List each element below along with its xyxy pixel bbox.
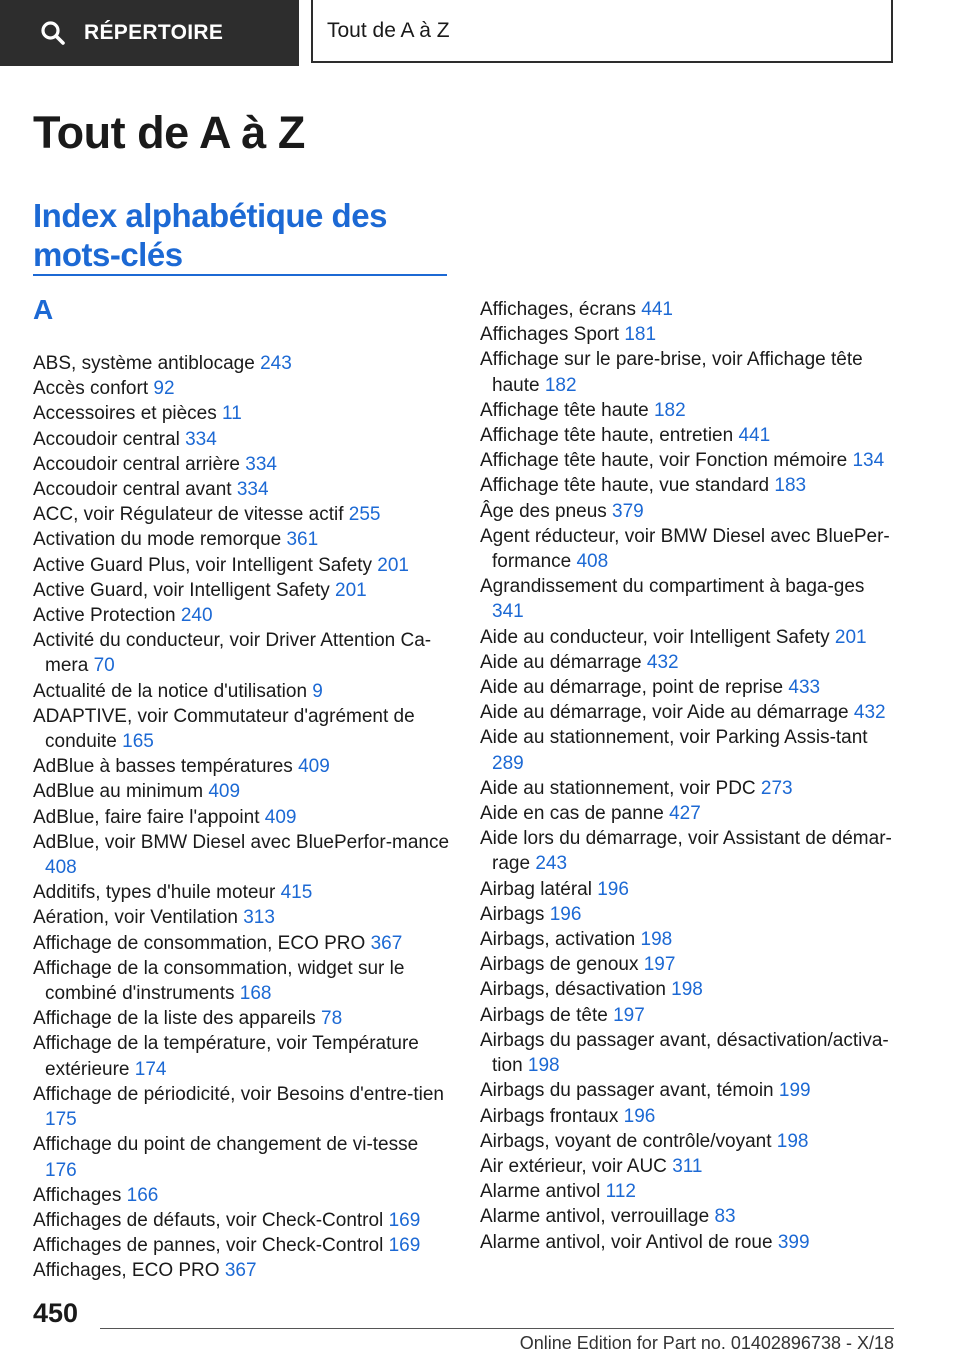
index-entry-text: Actualité de la notice d'utilisation [33, 680, 308, 702]
index-page-link[interactable]: 182 [544, 374, 577, 396]
index-page-link[interactable]: 311 [672, 1155, 703, 1177]
index-page-link[interactable]: 183 [774, 475, 807, 497]
section-tab-label: Tout de A à Z [327, 18, 450, 42]
index-entry [33, 578, 453, 603]
index-entry-text: Alarme antivol [480, 1181, 601, 1203]
index-entry [33, 880, 453, 905]
index-entry-text: Active Protection [33, 605, 176, 627]
index-entry-text: AdBlue au minimum [33, 781, 204, 803]
index-entry-text: Airbags [480, 903, 545, 925]
index-entry [33, 704, 453, 754]
index-entry [480, 826, 900, 876]
index-page-link[interactable]: 399 [777, 1231, 810, 1253]
index-entry [33, 956, 453, 1006]
index-entry [33, 527, 453, 552]
index-page-link[interactable]: 198 [776, 1130, 809, 1152]
index-entry-text: Aide au stationnement, voir Parking Assis-tant [480, 727, 868, 749]
index-entry [480, 877, 900, 902]
index-entry-text: ACC, voir Régulateur de vitesse actif [33, 504, 344, 526]
index-page-link[interactable]: 334 [185, 428, 217, 450]
index-entry-text: ADAPTIVE, voir Commutateur d'agrément de conduite [33, 705, 415, 753]
index-entry [33, 553, 453, 578]
index-page-link[interactable]: 379 [612, 500, 644, 522]
index-entry-text: ABS, système antiblocage [33, 353, 255, 374]
index-entry [33, 830, 453, 880]
index-entry [480, 1154, 900, 1179]
index-page-link[interactable]: 255 [348, 504, 381, 526]
index-entry [480, 977, 900, 1002]
index-page-link[interactable]: 198 [671, 979, 703, 1001]
page-title: Tout de A à Z [33, 107, 305, 158]
index-entry-text: Affichage de la liste des appareils [33, 1008, 316, 1030]
index-entry-text: Affichage de périodicité, voir Besoins d'entre-tien [33, 1083, 444, 1105]
directory-button[interactable] [0, 0, 299, 66]
index-entry [480, 700, 900, 725]
index-entry [33, 805, 453, 830]
index-page-link[interactable]: 112 [605, 1181, 636, 1203]
index-entry-text: Airbags du passager avant, témoin [480, 1080, 774, 1102]
index-entry-text: Affichage sur le pare-brise, voir Affichage tête haute [480, 349, 863, 396]
index-entry-text: Affichage de la température, voir Température extérieure [33, 1033, 419, 1080]
index-entry [480, 625, 900, 650]
index-entry [480, 1179, 900, 1204]
section-letter: A [33, 294, 54, 325]
index-entry [33, 1208, 453, 1233]
index-entry [480, 725, 900, 775]
index-entry [480, 322, 900, 347]
index-entry [480, 1230, 900, 1255]
index-entry-text: Activité du conducteur, voir Driver Attention Ca-mera [33, 630, 432, 677]
index-page-link[interactable]: 166 [126, 1184, 159, 1206]
index-column-left [33, 351, 453, 1284]
index-page-link[interactable]: 199 [778, 1080, 811, 1102]
index-entry [480, 650, 900, 675]
index-entry [33, 628, 453, 678]
index-entry-text: Accessoires et pièces [33, 403, 217, 425]
index-entry [33, 754, 453, 779]
index-page-link[interactable]: 273 [760, 777, 793, 799]
index-page-link[interactable]: 70 [93, 655, 115, 677]
index-entry-text: Affichage de consommation, ECO PRO [33, 932, 366, 954]
index-page-link[interactable]: 201 [377, 554, 409, 576]
index-entry [480, 952, 900, 977]
index-page-link[interactable]: 432 [853, 702, 886, 724]
index-entry [33, 1183, 453, 1208]
index-entry [480, 574, 900, 624]
index-entry [33, 679, 453, 704]
footer-text: Online Edition for Part no. 01402896738 - X/18 [519, 1333, 894, 1353]
index-entry-text: Additifs, types d'huile moteur [33, 882, 276, 904]
index-page-link[interactable]: 196 [549, 903, 582, 925]
index-entry [480, 1003, 900, 1028]
index-entry-text: Aide au démarrage, voir Aide au démarrage [480, 702, 849, 724]
index-entry [480, 473, 900, 498]
index-entry-text: AdBlue à basses températures [33, 756, 293, 778]
index-entry-text: Accoudoir central avant [33, 479, 232, 501]
index-column-right [480, 297, 900, 1255]
index-entry [33, 477, 453, 502]
index-page-link[interactable]: 409 [264, 806, 297, 828]
index-entry [480, 499, 900, 524]
index-entry [33, 1031, 453, 1081]
index-entry-text: Agrandissement du compartiment à baga-ges [480, 576, 865, 598]
index-page-link[interactable]: 198 [640, 929, 673, 951]
index-page-link[interactable]: 201 [834, 626, 867, 648]
index-page-link[interactable]: 240 [180, 605, 213, 627]
index-entry-text: Aide au démarrage [480, 651, 642, 673]
footer-divider [100, 1328, 894, 1329]
index-entry-text: Affichages de pannes, voir Check-Control [33, 1235, 384, 1257]
index-entry [33, 1233, 453, 1258]
index-page-link[interactable]: 196 [623, 1105, 656, 1127]
index-entry-text: Alarme antivol, voir Antivol de roue [480, 1231, 773, 1253]
page-subtitle: Index alphabétique des mots-clés [33, 197, 387, 273]
index-entry-text: AdBlue, voir BMW Diesel avec BluePerfor-mance [33, 831, 450, 853]
index-entry-text: Airbags de genoux [480, 954, 639, 976]
index-page-link[interactable]: 334 [245, 453, 277, 475]
index-entry-text: Aide en cas de panne [480, 803, 664, 825]
index-page-link[interactable]: 341 [492, 601, 524, 623]
index-page-link[interactable]: 409 [208, 781, 241, 803]
index-entry-text: Activation du mode remorque [33, 529, 282, 551]
heading-divider [33, 274, 447, 276]
index-entry-text: Airbags, activation [480, 929, 636, 951]
index-entry-text: Airbags, voyant de contrôle/voyant [480, 1130, 772, 1152]
index-entry-text: Airbags, désactivation [480, 979, 666, 1001]
index-entry-text: Affichage tête haute, voir Fonction mémoire [480, 450, 848, 472]
top-bar [0, 0, 960, 66]
index-entry [33, 931, 453, 956]
index-entry [480, 902, 900, 927]
index-entry-text: Affichage tête haute, entretien [480, 425, 734, 447]
index-entry-text: Active Guard Plus, voir Intelligent Safety [33, 554, 372, 576]
index-page-link[interactable]: 313 [243, 907, 275, 929]
index-entry-text: Accès confort [33, 378, 149, 400]
index-entry [480, 776, 900, 801]
index-entry-text: Affichage du point de changement de vi-tesse [33, 1134, 419, 1156]
index-entry-text: Affichage tête haute, vue standard [480, 475, 770, 497]
index-entry [33, 1006, 453, 1031]
index-entry [33, 427, 453, 452]
index-page-link[interactable]: 198 [527, 1055, 560, 1077]
index-page-link[interactable]: 201 [335, 579, 367, 601]
index-entry-text: Affichages [33, 1184, 122, 1206]
index-entry [480, 1078, 900, 1103]
index-entry-text: Aide au stationnement, voir PDC [480, 777, 756, 799]
index-entry-text: Airbags de tête [480, 1004, 608, 1026]
index-page-link[interactable]: 78 [321, 1008, 343, 1030]
index-page-link[interactable]: 361 [286, 529, 319, 551]
index-entry-text: Airbags frontaux [480, 1105, 619, 1127]
index-entry-text: Affichage tête haute [480, 399, 649, 421]
index-page-link[interactable]: 9 [312, 680, 323, 702]
index-page-link[interactable]: 175 [45, 1109, 77, 1131]
index-page-link[interactable]: 409 [298, 756, 330, 778]
index-page-link[interactable]: 334 [236, 479, 269, 501]
index-entry [480, 423, 900, 448]
index-entry-text: Affichages, ECO PRO [33, 1260, 220, 1282]
index-entry-text: AdBlue, faire faire l'appoint [33, 806, 260, 828]
index-entry-text: Alarme antivol, verrouillage [480, 1206, 710, 1228]
directory-label: RÉPERTOIRE [84, 21, 224, 44]
index-entry [33, 1132, 453, 1182]
index-page-link[interactable]: 168 [239, 983, 272, 1005]
index-page-link[interactable]: 197 [613, 1004, 645, 1026]
index-page-link[interactable]: 181 [624, 324, 657, 346]
index-page-link[interactable]: 169 [388, 1235, 421, 1257]
index-entry [480, 448, 900, 473]
index-entry [480, 801, 900, 826]
index-page-link[interactable]: 165 [122, 731, 154, 753]
index-page-link[interactable]: 134 [852, 450, 885, 472]
index-page-link[interactable]: 367 [224, 1260, 257, 1282]
index-entry [480, 297, 900, 322]
index-page-link[interactable]: 176 [45, 1159, 77, 1181]
index-page-link[interactable]: 367 [370, 932, 403, 954]
index-page-link[interactable]: 11 [222, 403, 242, 425]
page-number: 450 [33, 1298, 79, 1328]
index-entry-text: Active Guard, voir Intelligent Safety [33, 579, 330, 601]
index-page-link[interactable]: 441 [738, 425, 771, 447]
index-entry [480, 927, 900, 952]
index-entry [33, 452, 453, 477]
index-entry-text: Âge des pneus [480, 500, 607, 522]
index-entry [480, 347, 900, 397]
index-entry [33, 1082, 453, 1132]
index-entry [480, 1204, 900, 1229]
index-entry [480, 675, 900, 700]
index-entry-text: Airbags du passager avant, désactivation/activa-tion [480, 1029, 889, 1077]
index-page-link[interactable]: 415 [280, 882, 313, 904]
index-entry [480, 1129, 900, 1154]
index-page-link[interactable]: 427 [669, 803, 701, 825]
index-entry-text: Aide au conducteur, voir Intelligent Safety [480, 626, 830, 648]
index-entry [33, 502, 453, 527]
index-page-link[interactable]: 243 [260, 353, 292, 374]
index-page-link[interactable]: 174 [134, 1058, 167, 1080]
index-entry [33, 603, 453, 628]
section-tab[interactable] [311, 0, 893, 63]
index-entry [33, 1258, 453, 1283]
index-entry-text: Affichages, écrans [480, 299, 636, 320]
index-entry [480, 1104, 900, 1129]
index-page-link[interactable]: 408 [576, 551, 609, 573]
index-entry [480, 524, 900, 574]
index-entry [480, 1028, 900, 1078]
index-entry [33, 905, 453, 930]
index-entry-text: Affichages de défauts, voir Check-Control [33, 1209, 384, 1231]
index-page-link[interactable]: 196 [597, 878, 629, 900]
index-page-link[interactable]: 169 [388, 1209, 421, 1231]
index-page-link[interactable]: 433 [788, 677, 821, 699]
index-entry [33, 779, 453, 804]
index-entry-text: Agent réducteur, voir BMW Diesel avec BluePer-formance [480, 525, 890, 573]
index-page-link[interactable]: 92 [153, 378, 175, 400]
index-entry [33, 401, 453, 426]
index-page-link[interactable]: 289 [492, 752, 524, 774]
index-page-link[interactable]: 441 [641, 299, 673, 320]
index-entry-text: Airbag latéral [480, 878, 592, 900]
index-entry [33, 376, 453, 401]
index-entry [33, 351, 453, 376]
index-entry-text: Accoudoir central [33, 428, 180, 450]
index-entry-text: Aide au démarrage, point de reprise [480, 677, 784, 699]
index-entry-text: Affichage de la consommation, widget sur le combiné d'instruments [33, 957, 405, 1005]
index-entry-text: Aération, voir Ventilation [33, 907, 238, 929]
index-entry-text: Aide lors du démarrage, voir Assistant de démar-rage [480, 828, 892, 875]
index-entry-text: Air extérieur, voir AUC [480, 1155, 667, 1177]
index-page-link[interactable]: 182 [653, 399, 686, 421]
index-page-link[interactable]: 197 [643, 954, 676, 976]
index-page-link[interactable]: 408 [45, 857, 77, 879]
search-icon [40, 20, 66, 46]
index-page-link[interactable]: 432 [646, 651, 679, 673]
index-page-link[interactable]: 83 [714, 1206, 736, 1228]
index-entry-text: Accoudoir central arrière [33, 453, 240, 475]
index-page-link[interactable]: 243 [535, 853, 568, 875]
index-entry-text: Affichages Sport [480, 324, 620, 346]
index-entry [480, 398, 900, 423]
